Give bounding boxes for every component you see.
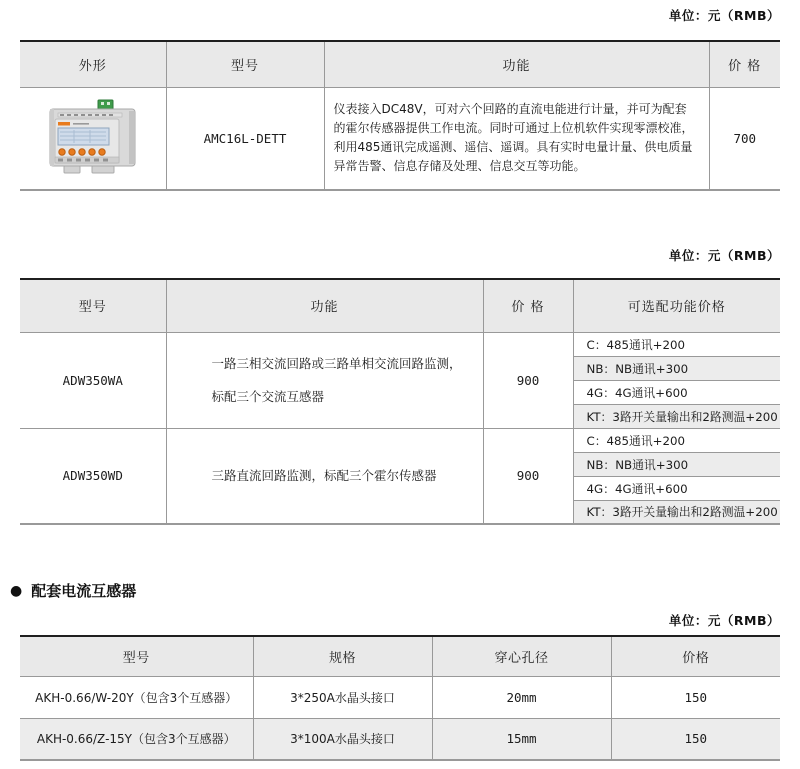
function-text: 一路三相交流回路或三路单相交流回路监测，标配三个交流互感器 xyxy=(211,356,462,404)
header-price: 价 格 xyxy=(709,41,780,87)
option-item: KT：3路开关量输出和2路测温+200 xyxy=(573,500,780,524)
header-aperture: 穿心孔径 xyxy=(432,636,611,676)
unit-label-rmb: 单位：元（RMB） xyxy=(668,248,780,263)
meter-product-table xyxy=(20,40,780,191)
bullet-icon: ● xyxy=(10,582,23,599)
option-item: KT：3路开关量输出和2路测温+200 xyxy=(573,404,780,428)
power-meter-product-image xyxy=(34,95,152,181)
header-model: 型号 xyxy=(20,279,166,332)
header-shape: 外形 xyxy=(20,41,166,87)
header-model: 型号 xyxy=(20,636,253,676)
adw350-product-table xyxy=(20,278,780,525)
spec-value: 3*250A水晶头接口 xyxy=(253,676,432,718)
function-text: 仪表接入DC48V，可对六个回路的直流电能进行计量，并可为配套的霍尔传感器提供工作电流。同时可通过上位机软件实现零漂校准，利用485通讯完成遥测、遥信、遥调。具有实时电量计量、供电质量异常告警、信息存储及处理、信息交互等功能。 xyxy=(333,102,694,174)
header-options: 可选配功能价格 xyxy=(573,279,780,332)
price-value: 900 xyxy=(483,428,573,524)
table-row xyxy=(20,332,780,356)
header-function: 功能 xyxy=(324,41,709,87)
model-value: AKH-0.66/W-20Y（包含3个互感器） xyxy=(20,676,253,718)
function-cell xyxy=(166,332,483,428)
header-function: 功能 xyxy=(166,279,483,332)
model-value: AKH-0.66/Z-15Y（包含3个互感器） xyxy=(20,718,253,760)
price-value: 150 xyxy=(611,718,780,760)
price-value: 900 xyxy=(483,332,573,428)
transformer-table xyxy=(20,635,780,761)
option-item: C：485通讯+200 xyxy=(573,332,780,356)
model-value: ADW350WD xyxy=(20,428,166,524)
unit-label-rmb: 单位：元（RMB） xyxy=(668,8,780,23)
aperture-value: 20mm xyxy=(432,676,611,718)
option-item: NB：NB通讯+300 xyxy=(573,356,780,380)
product-image-cell xyxy=(20,87,166,190)
spec-value: 3*100A水晶头接口 xyxy=(253,718,432,760)
header-price: 价 格 xyxy=(483,279,573,332)
header-price: 价格 xyxy=(611,636,780,676)
option-item: 4G：4G通讯+600 xyxy=(573,476,780,500)
model-value: AMC16L-DETT xyxy=(166,87,324,190)
aperture-value: 15mm xyxy=(432,718,611,760)
table-header-row xyxy=(20,41,780,87)
unit-label-rmb: 单位：元（RMB） xyxy=(668,613,780,628)
section-heading-current-transformers xyxy=(10,580,136,601)
table-row xyxy=(20,676,780,718)
header-spec: 规格 xyxy=(253,636,432,676)
table-row xyxy=(20,87,780,190)
table-row xyxy=(20,718,780,760)
header-model: 型号 xyxy=(166,41,324,87)
option-item: 4G：4G通讯+600 xyxy=(573,380,780,404)
table-row xyxy=(20,428,780,452)
price-value: 150 xyxy=(611,676,780,718)
option-item: C：485通讯+200 xyxy=(573,428,780,452)
price-value: 700 xyxy=(709,87,780,190)
model-value: ADW350WA xyxy=(20,332,166,428)
function-cell xyxy=(166,428,483,524)
function-cell xyxy=(324,87,709,190)
table-header-row xyxy=(20,636,780,676)
option-item: NB：NB通讯+300 xyxy=(573,452,780,476)
table-header-row xyxy=(20,279,780,332)
function-text: 三路直流回路监测，标配三个霍尔传感器 xyxy=(211,468,437,484)
section-title: 配套电流互感器 xyxy=(31,582,137,600)
